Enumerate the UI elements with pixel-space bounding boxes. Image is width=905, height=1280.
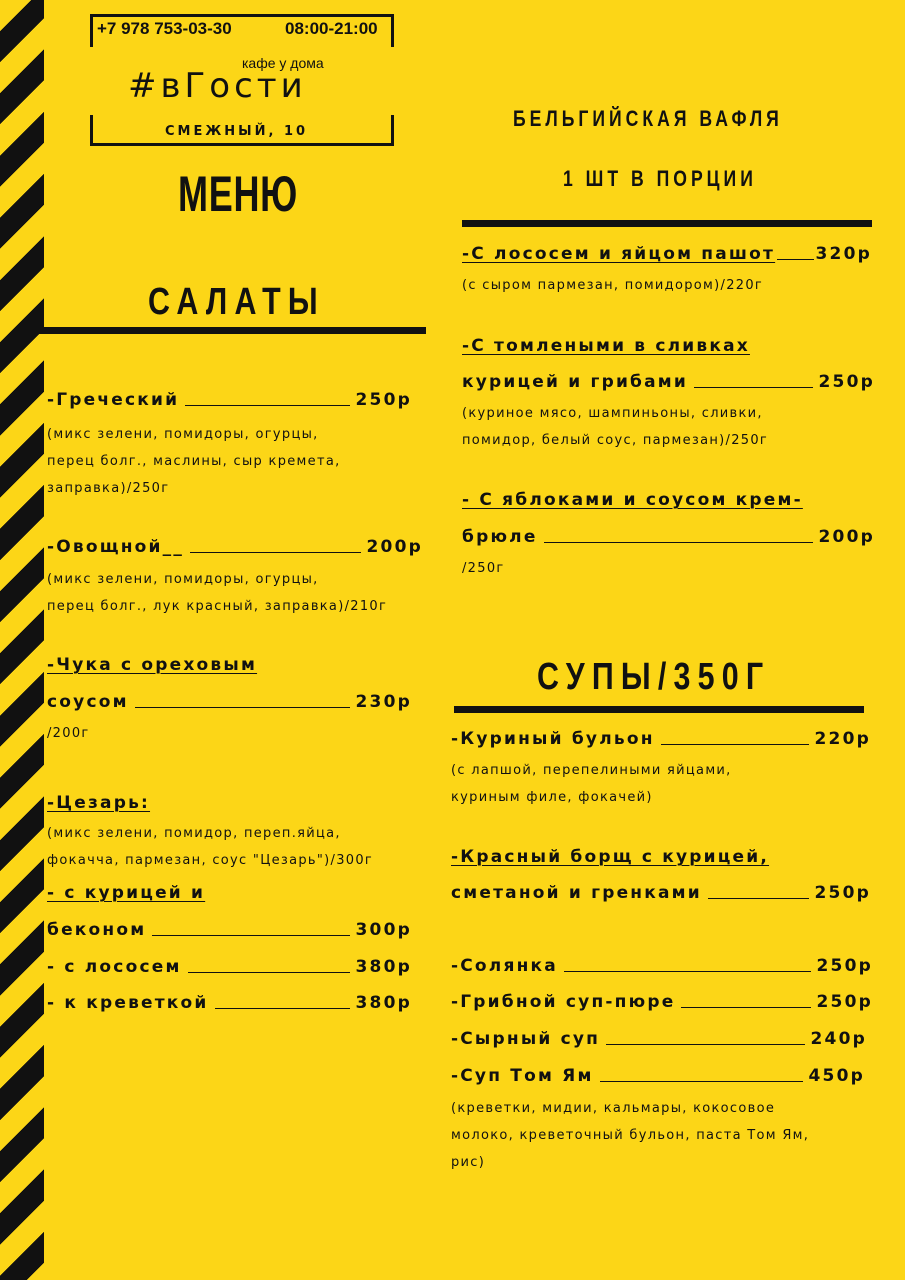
soup-cheese [451, 1029, 867, 1049]
item-price: 300р [355, 920, 412, 940]
item-name: -Сырный суп [451, 1029, 601, 1049]
waffle-chicken: -С томлеными в сливках [462, 336, 750, 356]
soups-divider [454, 706, 864, 713]
menu-title: МЕНЮ [178, 166, 299, 222]
item-price: 200р [818, 527, 875, 547]
item-name: -Грибной суп-пюре [451, 992, 676, 1012]
soup-solyanka [451, 956, 873, 976]
item-price: 250р [816, 992, 873, 1012]
item-name: -С лососем и яйцом пашот [462, 244, 776, 264]
item-price: 250р [355, 390, 412, 410]
salad-greek [47, 390, 412, 410]
item-name: - к креветкой [47, 993, 209, 1013]
item-description: (микс зелени, помидоры, огурцы, перец болг., маслины, сыр кремета, заправка)/250г [47, 427, 341, 496]
item-name: -Суп Том Ям [451, 1066, 594, 1086]
item-description: (с лапшой, перепелиными яйцами, куриным филе, фокачей) [451, 763, 732, 805]
opening-hours: 08:00-21:00 [285, 19, 378, 38]
phone-number[interactable]: +7 978 753-03-30 [97, 19, 232, 38]
item-name: -Солянка [451, 956, 558, 976]
item-name: беконом [47, 920, 147, 940]
item-price: 250р [816, 956, 873, 976]
address: СМЕЖНЫЙ, 10 [165, 124, 309, 139]
soup-borscht: -Красный борщ с курицей, [451, 847, 770, 867]
item-description: (куриное мясо, шампиньоны, сливки, помидор, белый соус, пармезан)/250г [462, 406, 769, 448]
item-price: 380р [355, 957, 412, 977]
item-price: 450р [808, 1066, 865, 1086]
logo-tagline: кафе у дома [242, 55, 324, 71]
waffle-apple-price [462, 527, 875, 547]
soup-tomyam [451, 1066, 865, 1086]
item-name: - с лососем [47, 957, 182, 977]
item-description: (микс зелени, помидор, переп.яйца, фокачча, пармезан, соус "Цезарь")/300г [47, 826, 374, 868]
item-name: соусом [47, 692, 129, 712]
item-price: 250р [818, 372, 875, 392]
item-price: 200р [366, 537, 423, 557]
waffle-salmon [462, 244, 872, 264]
salad-chuka: -Чука с ореховым [47, 655, 258, 675]
soup-chicken [451, 729, 871, 749]
item-description: (микс зелени, помидоры, огурцы, перец болг., лук красный, заправка)/210г [47, 572, 388, 614]
salads-title: САЛАТЫ [148, 281, 325, 323]
item-name: сметаной и гренками [451, 883, 702, 903]
soups-title: СУПЫ/350Г [537, 656, 771, 698]
caesar-salmon [47, 957, 412, 977]
soup-mushroom [451, 992, 873, 1012]
caesar-chicken-price [47, 920, 412, 940]
item-price: 220р [814, 729, 871, 749]
soup-borscht-price [451, 883, 871, 903]
salad-vegetable [47, 537, 423, 557]
logo: #вГости [128, 66, 307, 106]
salad-chuka-price [47, 692, 412, 712]
item-name: курицей и грибами [462, 372, 689, 392]
item-price: 380р [355, 993, 412, 1013]
salad-caesar: -Цезарь: [47, 793, 151, 813]
waffles-title: БЕЛЬГИЙСКАЯ ВАФЛЯ [513, 106, 783, 131]
item-price: 250р [814, 883, 871, 903]
item-price: 230р [355, 692, 412, 712]
item-name: -Куриный бульон [451, 729, 655, 749]
item-price: 240р [810, 1029, 867, 1049]
item-price: 320р [815, 244, 872, 264]
waffles-subtitle: 1 ШТ В ПОРЦИИ [563, 166, 757, 191]
item-description: /250г [462, 561, 505, 576]
waffle-apple: - С яблоками и соусом крем- [462, 490, 803, 510]
waffle-chicken-price [462, 372, 875, 392]
item-name: брюле [462, 527, 538, 547]
item-description: /200г [47, 726, 90, 741]
salads-divider [36, 327, 426, 334]
item-name: -Овощной__ [47, 537, 185, 557]
caesar-shrimp [47, 993, 412, 1013]
decorative-stripes [0, 0, 44, 1280]
item-description: (креветки, мидии, кальмары, кокосовое молоко, креветочный бульон, паста Том Ям, рис) [451, 1101, 810, 1170]
waffles-divider [462, 220, 872, 227]
item-name: -Греческий [47, 390, 180, 410]
item-description: (с сыром пармезан, помидором)/220г [462, 278, 764, 293]
caesar-chicken: - с курицей и [47, 883, 206, 903]
